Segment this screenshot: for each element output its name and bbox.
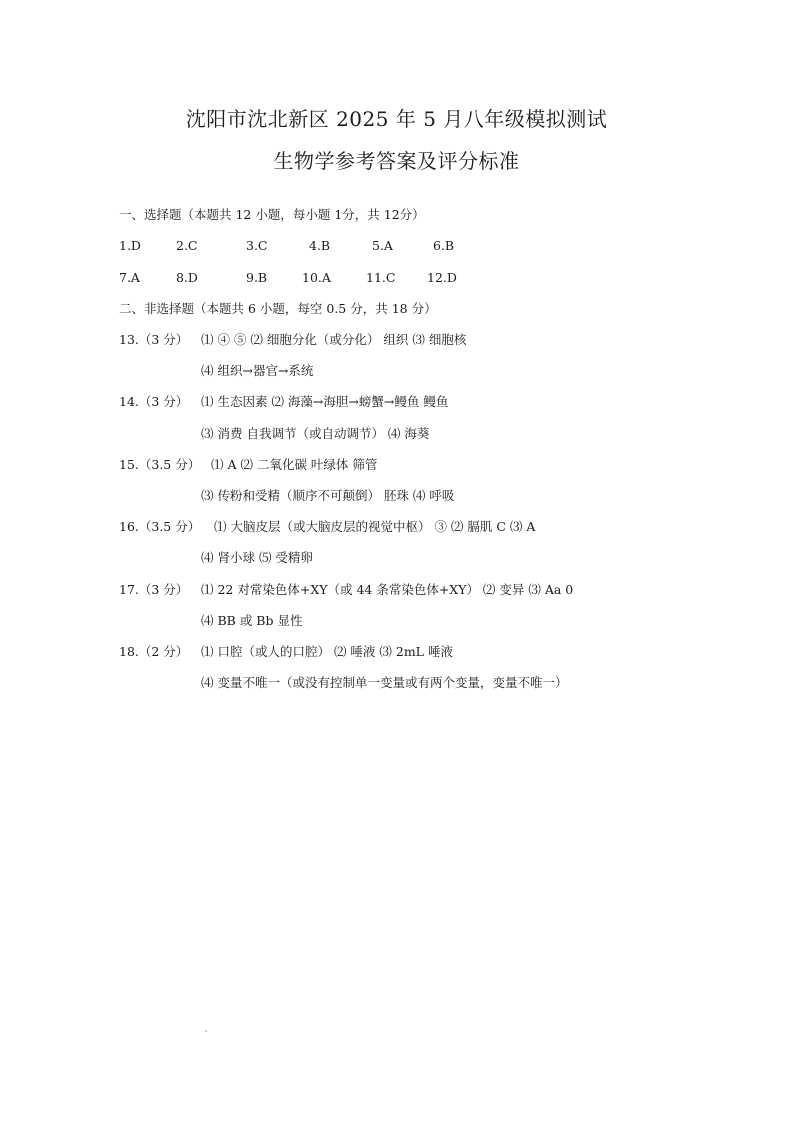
choice-answer-2: 2.C (176, 238, 198, 253)
choice-answer-1: 1.D (119, 238, 141, 253)
question-16-answer-line-1: ⑴ 大脑皮层（或大脑皮层的视觉中枢） ③ ⑵ 膈肌 C ⑶ A (214, 519, 536, 534)
question-16-label: 16.（3.5 分） (119, 519, 201, 534)
question-15-answer-line-1: ⑴ A ⑵ 二氧化碳 叶绿体 筛管 (211, 457, 378, 472)
question-13-answer-line-1: ⑴ ④ ⑤ ⑵ 细胞分化（或分化） 组织 ⑶ 细胞核 (201, 332, 467, 347)
question-14-answer-line-1: ⑴ 生态因素 ⑵ 海藻→海胆→螃蟹→鳗鱼 鳗鱼 (201, 394, 449, 409)
question-14-label: 14.（3 分） (119, 394, 189, 409)
choice-answer-4: 4.B (309, 238, 331, 253)
question-17-answer-line-2: ⑷ BB 或 Bb 显性 (201, 613, 303, 628)
choice-answer-5: 5.A (372, 238, 393, 253)
choice-answer-12: 12.D (427, 270, 457, 285)
section-2-heading: 二、非选择题（本题共 6 小题，每空 0.5 分，共 18 分） (119, 301, 437, 316)
scan-speck (205, 1030, 207, 1032)
document-title: 沈阳市沈北新区 2025 年 5 月八年级模拟测试 (185, 107, 608, 131)
section-1-heading: 一、选择题（本题共 12 小题，每小题 1分，共 12分） (119, 207, 425, 222)
choice-answer-11: 11.C (366, 270, 396, 285)
choice-answer-7: 7.A (119, 270, 140, 285)
question-17-label: 17.（3 分） (119, 582, 189, 597)
question-13-label: 13.（3 分） (119, 332, 189, 347)
question-18-answer-line-2: ⑷ 变量不唯一（或没有控制单一变量或有两个变量，变量不唯一） (201, 675, 568, 690)
choice-answer-9: 9.B (246, 270, 268, 285)
choice-answer-3: 3.C (246, 238, 268, 253)
question-18-answer-line-1: ⑴ 口腔（或人的口腔） ⑵ 唾液 ⑶ 2mL 唾液 (201, 644, 453, 659)
document-subtitle: 生物学参考答案及评分标准 (273, 149, 520, 173)
choice-answer-8: 8.D (176, 270, 198, 285)
choice-answer-6: 6.B (433, 238, 455, 253)
question-13-answer-line-2: ⑷ 组织→器官→系统 (201, 363, 314, 378)
question-17-answer-line-1: ⑴ 22 对常染色体+XY（或 44 条常染色体+XY） ⑵ 变异 ⑶ Aa 0 (201, 582, 574, 597)
question-15-label: 15.（3.5 分） (119, 457, 201, 472)
question-18-label: 18.（2 分） (119, 644, 189, 659)
choice-answer-10: 10.A (302, 270, 331, 285)
question-14-answer-line-2: ⑶ 消费 自我调节（或自动调节） ⑷ 海葵 (201, 426, 430, 441)
question-15-answer-line-2: ⑶ 传粉和受精（顺序不可颠倒） 胚珠 ⑷ 呼吸 (201, 488, 455, 503)
question-16-answer-line-2: ⑷ 肾小球 ⑸ 受精卵 (201, 550, 313, 565)
